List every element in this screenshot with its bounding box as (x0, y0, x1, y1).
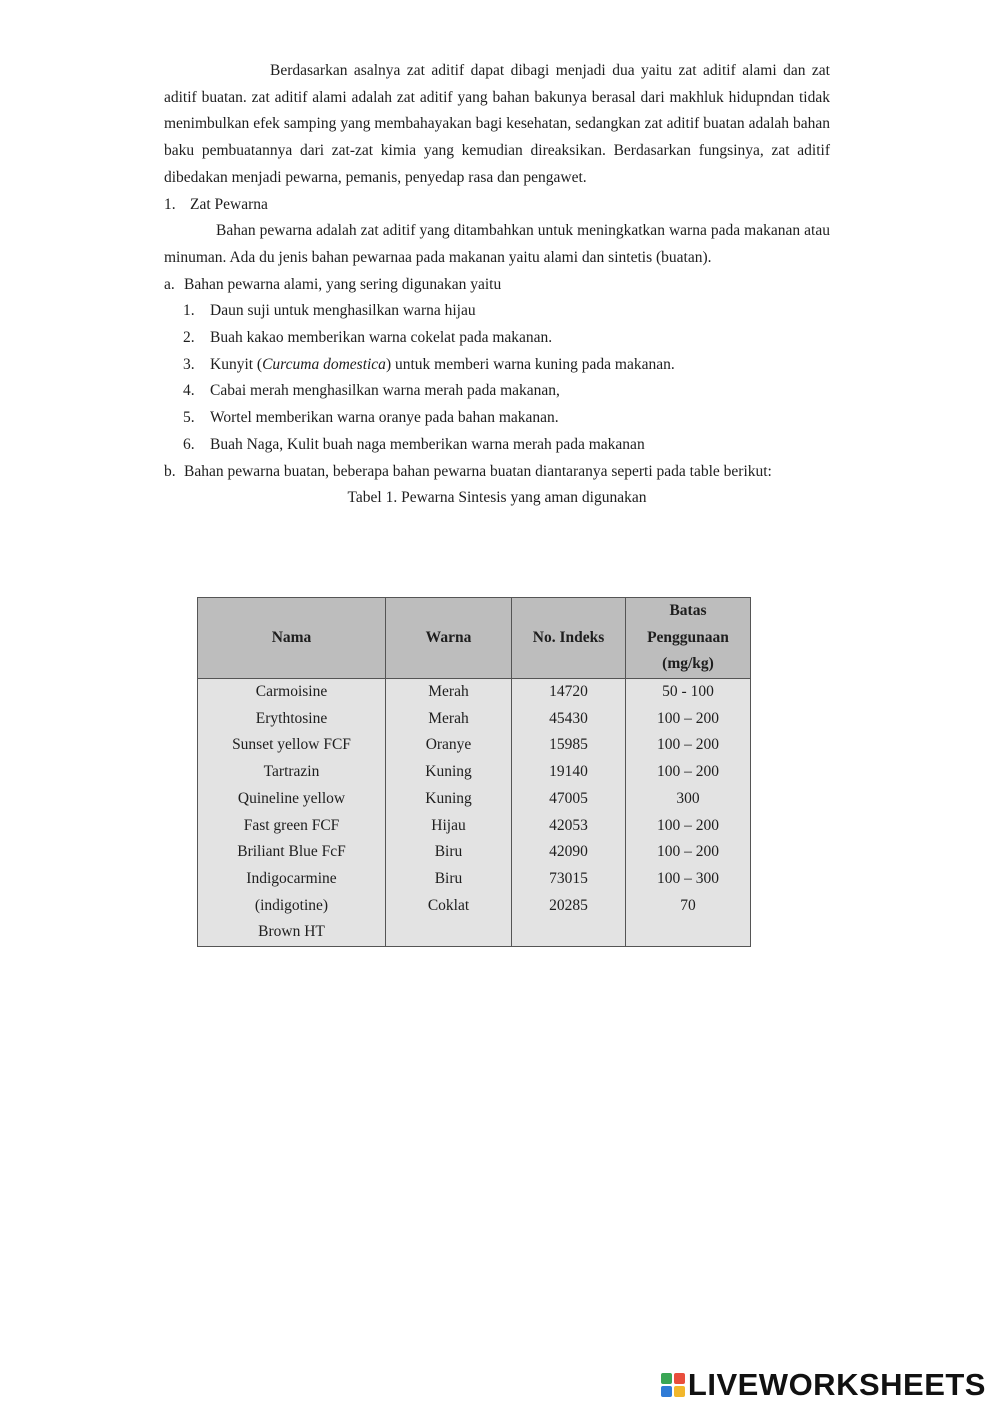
header-warna: Warna (386, 598, 512, 679)
list-item: 5. Wortel memberikan warna oranye pada bahan makanan. (183, 409, 559, 427)
table-cell: Erythtosine (255, 709, 328, 727)
table-header-row (198, 598, 751, 679)
logo-block (661, 1373, 672, 1384)
list-marker-b: b. (164, 462, 176, 480)
table-cell: 42090 (549, 843, 588, 861)
table-cell: 50 - 100 (662, 683, 714, 701)
artificial-colorants-heading (164, 459, 830, 486)
document-body (164, 58, 830, 512)
scientific-name: Curcuma domestica (262, 355, 386, 373)
table-cell: 73015 (549, 869, 588, 887)
intro-paragraph: Berdasarkan asalnya zat aditif dapat dibagi menjadi dua yaitu zat aditif alami dan zat aditif buatan. zat aditif alami adalah zat aditif yang bahan bakunya berasal dari makhluk hidupndan tidak menimbulkan efek samping yang membahayakan bagi kesehatan, sedangkan zat aditif buatan adalah bahan baku pembuatannya dari zat-zat kimia yang kemudian direaksikan. Berdasarkan fungsinya, zat aditif dibedakan menjadi pewarna, pemanis, penyedap rasa dan pengawet. (164, 62, 830, 186)
natural-colorants-heading (164, 272, 830, 299)
list-item: 3. Kunyit (Curcuma domestica) untuk memberi warna kuning pada makanan. (183, 355, 675, 373)
logo-block (674, 1386, 685, 1397)
table-cell: 70 (680, 896, 696, 914)
synthetic-colorants-table (197, 597, 751, 947)
section-heading-zat-pewarna (164, 192, 830, 219)
list-item: 4. Cabai merah menghasilkan warna merah pada makanan, (183, 382, 560, 400)
liveworksheets-logo (661, 1367, 986, 1403)
table-body-row (198, 679, 751, 947)
section-title: Zat Pewarna (190, 195, 268, 213)
table-cell: Coklat (427, 896, 470, 914)
artificial-heading-text: Bahan pewarna buatan, beberapa bahan pewarna buatan diantaranya seperti pada table berikut: (184, 462, 772, 480)
natural-heading-text: Bahan pewarna alami, yang sering digunakan yaitu (184, 275, 502, 293)
table-cell: Carmoisine (255, 683, 328, 701)
table-cell: 100 – 200 (657, 736, 719, 754)
table-cell: 42053 (549, 816, 588, 834)
table-cell: 100 – 200 (657, 763, 719, 781)
header-batas-penggunaan: Batas Penggunaan (mg/kg) (626, 598, 751, 679)
header-no-indeks: No. Indeks (512, 598, 626, 679)
list-item: 2. Buah kakao memberikan warna cokelat pada makanan. (183, 329, 553, 347)
table-cell: 300 (676, 789, 700, 807)
table-cell: 14720 (549, 683, 588, 701)
pewarna-paragraph: Bahan pewarna adalah zat aditif yang ditambahkan untuk meningkatkan warna pada makanan atau minuman. Ada du jenis bahan pewarnaa pada makanan yaitu alami dan sintetis (buatan). (164, 222, 830, 266)
table-cell: Kuning (425, 789, 472, 807)
natural-colorants-list (164, 298, 830, 458)
table-cell: Sunset yellow FCF (232, 736, 351, 754)
list-marker-a: a. (164, 275, 175, 293)
table-cell: Oranye (425, 736, 472, 754)
nama-column (198, 679, 386, 947)
table-cell: Tartrazin (263, 763, 320, 781)
table-cell: (indigotine) (254, 896, 329, 914)
logo-block (674, 1373, 685, 1384)
table-cell: Kuning (425, 763, 472, 781)
warna-column (386, 679, 512, 947)
table-cell: Hijau (431, 816, 466, 834)
list-item: 6. Buah Naga, Kulit buah naga memberikan warna merah pada makanan (183, 435, 645, 453)
logo-blocks-icon (661, 1373, 685, 1397)
table-cell: Biru (434, 869, 463, 887)
batas-column (626, 679, 751, 947)
table-cell: Brown HT (258, 923, 325, 941)
table-cell: Merah (428, 683, 469, 701)
table-cell: Indigocarmine (246, 869, 337, 887)
table-cell: 100 – 200 (657, 843, 719, 861)
table-cell: Merah (428, 709, 469, 727)
header-nama: Nama (198, 598, 386, 679)
table-cell: 100 – 200 (657, 709, 719, 727)
table-cell: 100 – 300 (657, 869, 719, 887)
table-cell: Fast green FCF (243, 816, 340, 834)
table-cell: 100 – 200 (657, 816, 719, 834)
table-cell: Biru (434, 843, 463, 861)
table-cell: 45430 (549, 709, 588, 727)
table-cell: Briliant Blue FcF (237, 843, 346, 861)
section-number: 1. (164, 195, 176, 213)
logo-text: LIVEWORKSHEETS (687, 1367, 986, 1402)
list-item: 1. Daun suji untuk menghasilkan warna hijau (183, 302, 476, 320)
indeks-column (512, 679, 626, 947)
table-cell: 47005 (549, 789, 588, 807)
logo-block (661, 1386, 672, 1397)
table-cell: 20285 (549, 896, 588, 914)
table-cell: Quineline yellow (237, 789, 346, 807)
table-caption: Tabel 1. Pewarna Sintesis yang aman digunakan (347, 489, 647, 507)
table-cell: 15985 (549, 736, 588, 754)
table-cell: 19140 (549, 763, 588, 781)
